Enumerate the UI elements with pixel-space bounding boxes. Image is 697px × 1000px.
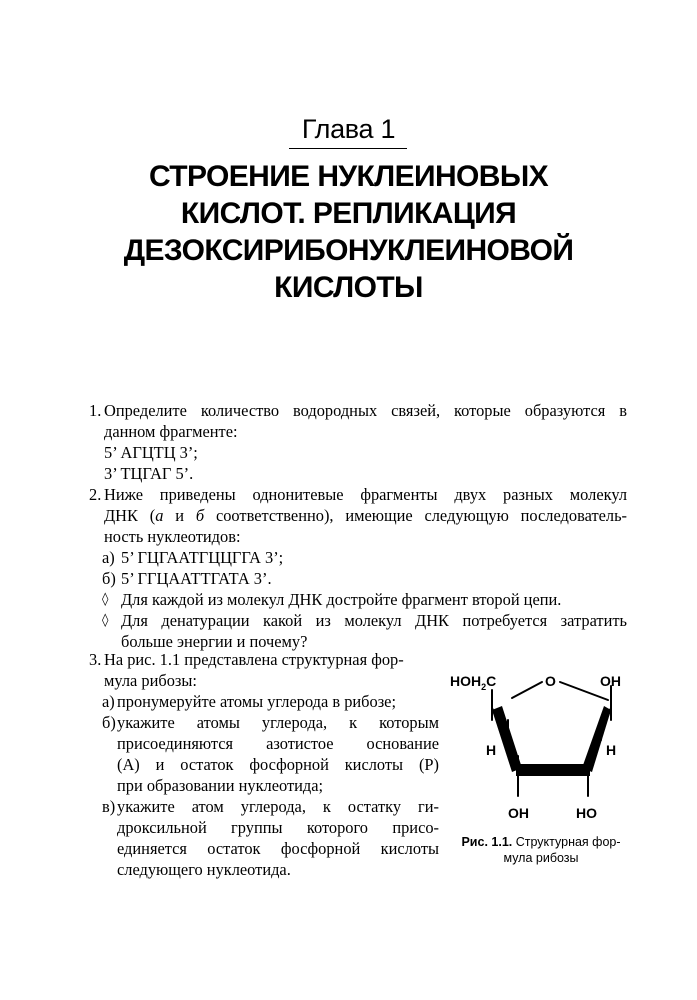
atom-label-hoh2c: $HOH_2C$ xyxy=(450,673,497,692)
text-run: ДНК ( xyxy=(104,506,156,525)
diamond-bullet-icon: ◊ xyxy=(102,592,109,607)
sub-item-a xyxy=(89,547,627,568)
task-text: На рис. 1.1 представлена структурная фор- xyxy=(104,650,404,669)
caption-label: Рис. 1.1. xyxy=(461,835,513,849)
question-text: Для денатурации какой из молекул ДНК потребуется затратить xyxy=(121,611,627,630)
question-item xyxy=(89,589,627,610)
sub-label: а) xyxy=(102,692,115,711)
text-run: соответственно), имеющие следующую последователь- xyxy=(204,506,628,525)
sequence: 5’ АГЦТЦ 3’; xyxy=(104,443,198,462)
task-3 xyxy=(89,649,439,880)
question-text: больше энергии и почему? xyxy=(121,632,308,651)
sub-label: б) xyxy=(102,569,116,588)
task-2 xyxy=(89,484,627,652)
chapter-title-line: СТРОЕНИЕ НУКЛЕИНОВЫХ xyxy=(148,160,549,193)
sub-text: следующего нуклеотида. xyxy=(117,860,291,879)
text-italic: а xyxy=(155,506,164,525)
atom-label-oh: OH xyxy=(508,805,529,821)
diamond-bullet-icon: ◊ xyxy=(102,613,109,628)
task-number: 3. xyxy=(89,650,102,669)
sub-text: при образовании нуклеотида; xyxy=(117,776,324,795)
atom-label-h: H xyxy=(486,742,497,758)
task-text: Определите количество водородных связей, которые образуются в xyxy=(104,401,627,420)
sub-item-c xyxy=(89,796,439,880)
bond xyxy=(512,682,542,698)
task-text: ность нуклеотидов: xyxy=(104,527,241,546)
chapter-label: Глава 1 xyxy=(301,114,396,144)
sub-label: б) xyxy=(102,713,116,732)
sub-label: а) xyxy=(102,548,115,567)
sub-item-b xyxy=(89,712,439,796)
sequence: 3’ ТЦГАГ 5’. xyxy=(104,464,194,483)
caption-text: мула рибозы xyxy=(503,851,579,865)
sub-text: (А) и остаток фосфорной кислоты (Р) xyxy=(117,755,439,774)
task-text xyxy=(89,505,627,526)
bold-bond xyxy=(516,764,590,776)
sub-item-b xyxy=(89,568,627,589)
text-italic: б xyxy=(195,506,205,525)
question-text: Для каждой из молекул ДНК достройте фрагмент второй цепи. xyxy=(121,590,562,609)
sub-text: дроксильной группы которого присо- xyxy=(117,818,439,837)
task-1 xyxy=(89,400,627,484)
caption-text: Структурная фор- xyxy=(512,835,621,849)
chapter-title-line: КИСЛОТЫ xyxy=(274,271,423,304)
sequence: 5’ ГЦГААТГЦЦГГА 3’; xyxy=(121,548,284,567)
task-text: Ниже приведены однонитевые фрагменты двух разных молекул xyxy=(104,485,627,504)
task-number: 2. xyxy=(89,485,102,504)
sub-text: укажите атом углерода, к остатку ги- xyxy=(117,797,439,816)
chapter-rule xyxy=(289,148,407,149)
sub-text: укажите атомы углерода, к которым xyxy=(117,713,439,732)
sub-text: пронумеруйте атомы углерода в рибозе; xyxy=(117,692,397,711)
atom-label-o: O xyxy=(545,673,556,689)
task-text: мула рибозы: xyxy=(104,671,197,690)
wedge-bond xyxy=(492,706,522,772)
question-item xyxy=(89,610,627,652)
sub-label: в) xyxy=(102,797,116,816)
sequence: 5’ ГГЦААТТГАТА 3’. xyxy=(121,569,272,588)
chapter-title-line: КИСЛОТ. РЕПЛИКАЦИЯ xyxy=(180,197,517,230)
ribose-structure-figure xyxy=(446,660,636,830)
wedge-bond xyxy=(582,706,611,772)
text-run: и xyxy=(163,506,196,525)
task-text: данном фрагменте: xyxy=(104,422,238,441)
sub-text: единяется остаток фосфорной кислоты xyxy=(117,839,439,858)
task-number: 1. xyxy=(89,401,102,420)
atom-label-h: H xyxy=(606,742,617,758)
sub-item-a xyxy=(89,691,439,712)
chapter-title xyxy=(60,158,637,306)
sub-text: присоединяются азотистое основание xyxy=(117,734,439,753)
figure-caption xyxy=(446,834,636,866)
atom-label-oh: OH xyxy=(600,673,621,689)
chapter-title-line: ДЕЗОКСИРИБОНУКЛЕИНОВОЙ xyxy=(123,234,574,267)
atom-label-ho: HO xyxy=(576,805,597,821)
